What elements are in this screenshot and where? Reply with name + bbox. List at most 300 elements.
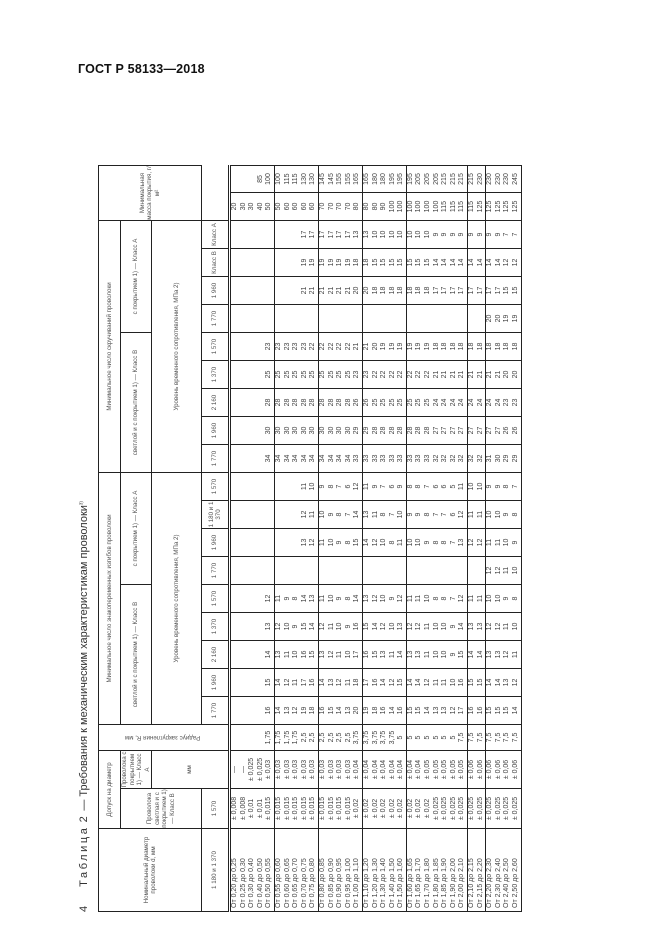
bends-class-a-cell-value: 11	[476, 510, 484, 519]
tolerance-class-b-cell-value: ± 0,025	[449, 796, 457, 821]
twists-class-a-cell-value: 9	[486, 232, 494, 237]
twists-class-a-cell-value	[433, 305, 442, 332]
twists-class-b-cell-value	[248, 361, 257, 388]
coating-mass-class-a-cell-value: 130	[309, 173, 317, 185]
twists-class-a-cell-value: 12	[503, 258, 511, 267]
bends-class-b-cell-value	[240, 669, 249, 696]
bends-class-a-cell-value	[372, 557, 381, 584]
twists-class-b-cell-value: 18	[432, 342, 440, 351]
bends-class-b-cell-value: 15	[309, 650, 317, 659]
tolerance-class-b-cell	[362, 789, 406, 829]
bend-radius-cell-value: 7,5	[503, 732, 511, 743]
twists-class-a-cell	[230, 221, 275, 249]
tolerance-class-a-cell-value: ± 0,03	[344, 759, 352, 780]
diameter-cell	[486, 829, 521, 912]
bends-class-b-cell-value: 14	[274, 706, 282, 715]
bends-class-b-cell	[318, 669, 362, 697]
bends-class-b-cell-value: 16	[362, 650, 370, 659]
tolerance-class-b-cell-value: ± 0,025	[512, 796, 519, 821]
twists-class-a-cell	[318, 277, 362, 305]
tolerance-class-b-cell-value: ± 0,015	[300, 796, 308, 821]
tolerance-class-a-cell-value: ± 0,04	[388, 759, 396, 780]
bends-class-b-cell-value	[257, 697, 266, 724]
bends-class-b-cell-value: 8	[292, 596, 300, 601]
bends-class-b-cell-value: 11	[292, 678, 300, 687]
twists-class-b-cell-value: 23	[512, 398, 519, 407]
twists-class-b-cell-value: 18	[486, 342, 494, 351]
diameter-cell-value: От 2,20 до 2,30	[486, 858, 494, 908]
twists-class-a-cell-value	[363, 305, 372, 332]
twists-class-a-cell	[318, 249, 362, 277]
coating-mass-class-a-cell	[362, 166, 406, 193]
twists-class-b-cell-value: 21	[494, 370, 502, 379]
twists-class-a-cell-value: 17	[336, 230, 344, 239]
bends-class-b-cell-value: 12	[503, 650, 511, 659]
bend-radius-cell-value: 7,5	[512, 732, 519, 743]
coating-mass-class-b-cell-value: 100	[397, 200, 405, 213]
twists-class-b-cell	[230, 445, 275, 473]
twists-class-b-cell-value: 21	[458, 370, 466, 379]
twists-class-b-cell-value: 28	[292, 398, 300, 407]
bends-class-a-cell-value: 11	[309, 510, 317, 519]
bends-class-b-cell-value: 19	[362, 706, 370, 715]
bends-class-a-cell-value: 10	[503, 538, 511, 547]
bends-class-a-cell	[468, 529, 486, 557]
twists-class-a-cell	[468, 221, 486, 249]
twists-class-b-cell-value: 22	[371, 370, 379, 379]
bends-class-a-cell	[486, 557, 521, 585]
coating-mass-class-b-cell-value: 70	[318, 202, 326, 211]
bends-class-a-cell-value	[284, 473, 293, 500]
tolerance-class-b-cell-value: ± 0,015	[336, 796, 344, 821]
tolerance-class-a-cell-value: ± 0,03	[318, 759, 326, 780]
twists-class-b-cell-value: 26	[512, 426, 519, 435]
bends-class-b-cell-value: 15	[362, 622, 370, 631]
bends-class-a-cell-value	[292, 529, 301, 556]
header-nominal-diameter: Номинальный диаметр проволоки d, мм	[99, 829, 202, 912]
coating-mass-class-a-cell-value: 100	[274, 173, 282, 185]
twists-class-a-cell-value: 17	[441, 286, 449, 295]
twists-class-a-cell-value	[458, 305, 467, 332]
tolerance-class-b-cell-value: ± 0,008	[231, 796, 238, 821]
bend-radius-cell-value: 5	[406, 735, 414, 740]
bends-class-a-cell	[486, 501, 521, 529]
twists-class-b-cell-value: 25	[424, 398, 432, 407]
tolerance-class-b-cell-value: ± 0,015	[274, 796, 282, 821]
twists-class-a-cell-value	[248, 221, 257, 248]
bends-class-b-cell-value: 16	[353, 622, 361, 631]
twists-class-b-cell-value: 29	[503, 454, 511, 463]
tolerance-class-b-cell-value: ± 0,008	[239, 796, 247, 821]
coating-mass-class-a-cell-value: 155	[336, 173, 344, 185]
twists-class-a-cell-value: 15	[503, 286, 511, 295]
bends-class-b-cell-value: 12	[388, 678, 396, 687]
coating-mass-class-a-cell-value: 180	[380, 173, 388, 185]
twists-class-b-cell	[318, 389, 362, 417]
bends-class-b-cell	[468, 697, 486, 725]
twists-class-b-cell	[362, 417, 406, 445]
bends-class-b-cell-value: 13	[327, 678, 335, 687]
tolerance-class-a-cell-value: ± 0,03	[300, 759, 308, 780]
tolerance-class-a-cell-value: ± 0,03	[274, 759, 282, 780]
twists-class-b-cell-value: 30	[283, 426, 291, 435]
bends-class-b-cell	[486, 641, 521, 669]
bends-class-b-cell-value: 14	[512, 706, 519, 715]
bends-class-a-cell-value	[248, 501, 257, 528]
twists-class-a-cell-value: 18	[415, 286, 423, 295]
bends-class-a-cell-value	[240, 529, 249, 556]
bend-radius-cell	[362, 725, 406, 751]
bends-class-b-cell-value: 15	[486, 706, 494, 715]
twists-class-a-cell	[362, 249, 406, 277]
diameter-cell-value: От 1,00 до 1,10	[353, 858, 361, 908]
bends-class-b-cell	[274, 613, 318, 641]
bends-class-b-cell-value	[231, 585, 240, 612]
bends-class-a-cell-value: 6	[344, 484, 352, 489]
bends-class-b-cell-value: 15	[371, 650, 379, 659]
twists-class-b-cell-value: 29	[353, 426, 361, 435]
twists-class-a-cell-value: 10	[415, 230, 423, 239]
bends-class-b-cell-value: 18	[371, 706, 379, 715]
twists-class-a-cell-value: 19	[336, 258, 344, 267]
bends-class-a-cell-value: 7	[512, 484, 519, 489]
twists-class-b-cell-value: 28	[406, 426, 414, 435]
twists-class-a-cell-value	[240, 221, 249, 248]
bends-class-b-cell-value: 14	[476, 650, 484, 659]
bend-radius-cell-value: 3,75	[380, 730, 388, 745]
diameter-cell-value: От 0,25 до 0,30	[239, 858, 247, 908]
twists-class-a-cell	[230, 249, 275, 277]
table-caption	[78, 501, 90, 912]
twists-class-b-cell-value: 27	[441, 426, 449, 435]
bends-class-b-cell-value: 11	[512, 650, 519, 659]
bends-class-a-cell-value: 13	[300, 538, 308, 547]
diameter-cell-value: От 1,50 до 1,60	[397, 858, 405, 908]
twists-class-a-cell	[406, 305, 467, 333]
twists-class-a-cell-value: 10	[388, 230, 396, 239]
bend-radius-cell	[230, 725, 275, 751]
coating-mass-class-a-cell-value: 215	[468, 173, 476, 185]
tolerance-class-a-cell-value: ± 0,06	[476, 759, 484, 780]
document-header: ГОСТ Р 58133—2018	[78, 62, 205, 76]
bend-radius-cell-value: 7,5	[494, 732, 502, 743]
bends-class-a-cell	[406, 501, 467, 529]
bends-class-b-cell-value: 9	[449, 624, 457, 629]
twists-class-a-cell-value: 14	[476, 258, 484, 267]
tolerance-class-a-cell-value: ± 0,04	[415, 759, 423, 780]
twists-class-b-cell-value	[231, 445, 240, 472]
bends-class-b-cell-value: 13	[274, 650, 282, 659]
bends-class-b-cell-value: 9	[292, 624, 300, 629]
bends-class-b-cell	[230, 641, 275, 669]
bends-class-b-cell-value: 10	[449, 678, 457, 687]
coating-mass-class-a-cell-value: 115	[283, 173, 291, 185]
bends-strength-a-3: 1 960	[202, 529, 230, 557]
bends-class-b-cell-value: 13	[283, 706, 291, 715]
coating-mass-class-a-cell-value: 145	[327, 173, 335, 185]
bends-class-b-cell-value: 16	[318, 706, 326, 715]
twists-class-a-cell-value: 21	[318, 286, 326, 295]
bends-class-a-cell	[406, 473, 467, 501]
bends-class-b-cell-value: 12	[283, 678, 291, 687]
twists-class-a-cell-value: 12	[512, 258, 519, 267]
bends-class-b-cell-value: 15	[458, 650, 466, 659]
tolerance-class-a-cell-value: ± 0,03	[265, 759, 273, 780]
rotated-table-block	[78, 77, 638, 912]
caption-title: — Требования к механическим характеристикам проволоки	[78, 505, 90, 811]
bends-class-b-cell-value: 17	[300, 678, 308, 687]
tolerance-class-a-cell-value: ± 0,04	[397, 759, 405, 780]
bends-class-b-cell-value: 14	[380, 678, 388, 687]
bends-class-b-cell-value	[231, 669, 240, 696]
bends-class-b-cell-value: 9	[344, 624, 352, 629]
twists-class-b-cell	[486, 361, 521, 389]
twists-class-b-cell-value: 20	[512, 370, 519, 379]
twists-class-b-cell	[486, 445, 521, 473]
tolerance-class-b-cell-value: ± 0,02	[406, 798, 414, 819]
bends-class-b-cell-value: 11	[424, 622, 432, 631]
bends-class-b-cell-value: 13	[486, 650, 494, 659]
bends-class-a-cell-value: 10	[476, 482, 484, 491]
twists-class-b-cell-value	[257, 389, 266, 416]
coating-mass-class-a-cell-value: 195	[388, 173, 396, 185]
twists-class-b-cell-value: 33	[353, 454, 361, 463]
bend-radius-cell	[318, 725, 362, 751]
bends-class-a-cell-value: 8	[415, 484, 423, 489]
bends-class-b-cell-value	[240, 641, 249, 668]
caption-footnote-ref: 3)	[78, 501, 84, 506]
twists-class-b-cell-value: 33	[406, 454, 414, 463]
twists-class-b-cell-value: 25	[309, 370, 317, 379]
tolerance-class-a-cell-value: ± 0,03	[283, 759, 291, 780]
diameter-cell	[274, 829, 318, 912]
twists-class-b-cell-value: 30	[494, 454, 502, 463]
twists-class-b-cell-value: 29	[512, 454, 519, 463]
twists-class-b-cell-value: 20	[503, 370, 511, 379]
twists-class-b-cell-value: 25	[274, 370, 282, 379]
bends-class-a-cell-value: 11	[494, 538, 502, 547]
twists-class-a-cell-value: 21	[344, 286, 352, 295]
coating-mass-class-b-cell-value: 100	[432, 200, 440, 213]
twists-class-a-cell-value	[345, 305, 354, 332]
coating-mass-class-b-cell	[468, 193, 486, 221]
bends-class-a-cell-value: 7	[441, 512, 449, 517]
bends-class-b-cell-value: 8	[344, 596, 352, 601]
twists-class-a-cell-value: 10	[406, 230, 414, 239]
bends-strength-b-4: 2 160	[202, 641, 230, 669]
tolerance-class-a-cell-value: ± 0,04	[380, 759, 388, 780]
twists-class-b-cell-value: 22	[336, 342, 344, 351]
bends-class-b-cell-value: 12	[292, 706, 300, 715]
bends-class-b-cell-value: 10	[512, 622, 519, 631]
bends-class-b-cell-value: 8	[512, 596, 519, 601]
bends-class-a-cell-value: 11	[318, 538, 326, 547]
coating-mass-class-b-cell-value: 80	[362, 202, 370, 211]
bends-class-b-cell-value: 13	[432, 706, 440, 715]
twists-class-a-cell	[486, 221, 521, 249]
twists-class-a-cell	[318, 305, 362, 333]
coating-mass-class-b-cell-value: 125	[486, 200, 494, 213]
twists-class-b-cell-value: 25	[265, 370, 273, 379]
bends-class-b-cell	[318, 697, 362, 725]
twists-class-b-cell-value: 27	[432, 426, 440, 435]
coating-mass-class-b-cell-value: 60	[300, 202, 308, 211]
bends-class-a-cell-value	[328, 557, 337, 584]
bends-class-b-cell	[468, 669, 486, 697]
twists-class-a-cell-value: 18	[362, 258, 370, 267]
coating-mass-class-b-cell-value: 50	[265, 202, 273, 211]
header-bends-class-b: светлой и с покрытием 1) — Класс В	[121, 585, 152, 725]
tolerance-class-a-cell	[468, 751, 486, 789]
tolerance-class-b-cell	[468, 789, 486, 829]
twists-class-a-cell-value	[407, 305, 416, 332]
twists-class-b-cell	[274, 445, 318, 473]
bends-class-a-cell-value: 8	[503, 484, 511, 489]
twists-class-b-cell-value: 22	[424, 370, 432, 379]
bends-class-a-cell-value: 10	[380, 538, 388, 547]
twists-class-b-cell-value: 33	[380, 454, 388, 463]
tolerance-class-a-cell-value: ± 0,025	[256, 757, 264, 782]
diameter-cell-value: От 1,20 до 1,30	[371, 858, 379, 908]
twists-class-a-cell-value	[477, 305, 486, 332]
bends-class-b-cell	[274, 669, 318, 697]
coating-mass-class-a-cell-value: 230	[486, 173, 494, 185]
bend-radius-cell-value: 1,75	[274, 730, 282, 745]
twists-class-b-cell-value: 28	[388, 426, 396, 435]
twists-class-b-cell-value: 25	[344, 370, 352, 379]
tolerance-class-b-cell	[486, 789, 521, 829]
twists-class-b-cell-value	[240, 333, 249, 360]
twists-class-b-cell-value: 28	[283, 398, 291, 407]
bends-class-a-cell-value: 7	[380, 484, 388, 489]
tolerance-class-b-cell-value: ± 0,025	[432, 796, 440, 821]
diameter-cell-value: От 1,70 до 1,80	[424, 858, 432, 908]
bends-class-a-cell-value	[275, 529, 284, 556]
bend-radius-cell-value: 7,5	[468, 732, 476, 743]
twists-class-a-cell-value	[468, 305, 477, 332]
bends-class-a-cell-value: 12	[300, 510, 308, 519]
bends-class-b-cell-value: 16	[371, 678, 379, 687]
twists-class-b-cell-value: 22	[318, 342, 326, 351]
twists-class-b-cell-value: 25	[388, 398, 396, 407]
bends-class-a-cell-value	[231, 529, 240, 556]
bends-class-a-cell-value	[319, 557, 328, 584]
coating-mass-class-b-cell	[274, 193, 318, 221]
bends-class-a-cell-value: 8	[344, 540, 352, 545]
diameter-cell-value: От 0,75 до 0,80	[309, 858, 317, 908]
twists-class-b-cell-value: 27	[486, 426, 494, 435]
table-row-group	[406, 166, 467, 912]
twists-class-b-cell-value: 34	[283, 454, 291, 463]
twists-class-b-cell-value	[248, 389, 257, 416]
tolerance-class-b-cell-value: ± 0,015	[344, 796, 352, 821]
twists-class-a-cell-value: 10	[380, 230, 388, 239]
bends-class-a-cell	[230, 473, 275, 501]
bends-class-a-cell-value	[265, 529, 274, 556]
twists-class-b-cell-value: 22	[309, 342, 317, 351]
twists-class-b-cell-value: 19	[388, 342, 396, 351]
bends-class-a-cell-value: 9	[424, 540, 432, 545]
twists-class-a-cell-value	[292, 305, 301, 332]
tolerance-class-b-cell-value: ± 0,02	[353, 798, 361, 819]
twists-class-b-cell-value: 25	[336, 370, 344, 379]
coating-mass-class-a-cell-value: 205	[415, 173, 423, 185]
bends-class-a-cell	[318, 473, 362, 501]
tolerance-class-a-cell	[362, 751, 406, 789]
twists-class-b-cell-value: 27	[458, 426, 466, 435]
coating-mass-class-a-cell-value: 245	[512, 173, 519, 185]
bends-class-b-cell-value: 13	[476, 622, 484, 631]
tolerance-class-a-cell-value: ± 0,06	[503, 759, 511, 780]
tolerance-class-a-cell-value: ± 0,04	[353, 759, 361, 780]
diameter-cell	[468, 829, 486, 912]
bends-strength-a-0: 1 370	[202, 613, 230, 641]
twists-class-b-cell-value: 23	[283, 342, 291, 351]
bends-class-b-cell-value: 15	[415, 706, 423, 715]
tolerance-class-b-cell-value: ± 0,015	[283, 796, 291, 821]
coating-mass-class-a-cell-value: 155	[344, 173, 352, 185]
bends-class-b-cell-value: 13	[468, 622, 476, 631]
caption-number: 2	[78, 813, 90, 823]
bends-class-a-cell-value: 11	[468, 510, 476, 519]
diameter-cell-value: От 2,15 до 2,20	[476, 858, 484, 908]
twists-class-a-cell	[362, 277, 406, 305]
caption-prefix: Таблица	[78, 825, 90, 887]
mechanical-requirements-table	[98, 165, 522, 912]
twists-class-b-cell-value: 27	[468, 426, 476, 435]
bends-class-b-cell-value: 11	[318, 594, 326, 603]
bends-strength-b-1: 1 570	[202, 789, 230, 829]
twists-class-a-cell-value	[441, 305, 450, 332]
diameter-cell-value: От 2,10 до 2,15	[468, 858, 476, 908]
twists-class-b-cell-value: 28	[336, 398, 344, 407]
bends-class-b-cell-value: 11	[327, 622, 335, 631]
bend-radius-cell-value: 2,5	[327, 732, 335, 743]
bends-class-b-cell	[406, 641, 467, 669]
header-twists: Минимальное число скручиваний проволоки	[99, 221, 121, 473]
twists-class-b-cell	[406, 417, 467, 445]
bends-class-b-cell	[318, 641, 362, 669]
coating-mass-class-a-cell-value: 145	[318, 173, 326, 185]
twists-class-b-cell	[274, 361, 318, 389]
twists-class-b-cell-value: 26	[503, 426, 511, 435]
bends-class-a-cell-value	[265, 473, 274, 500]
tolerance-class-b-cell-value: ± 0,025	[468, 796, 476, 821]
coating-mass-class-a-cell-value: 205	[432, 173, 440, 185]
twists-class-a-cell-value	[380, 305, 389, 332]
coating-mass-class-a-cell-value: 215	[449, 173, 457, 185]
tolerance-class-a-cell-value: ± 0,06	[486, 759, 494, 780]
bends-class-a-cell-value	[301, 557, 310, 584]
bends-class-b-cell	[468, 613, 486, 641]
bends-class-b-cell-value: 11	[476, 594, 484, 603]
diameter-cell-value: От 0,95 до 1,00	[344, 858, 352, 908]
twists-class-b-cell-value: 18	[503, 342, 511, 351]
bends-class-b-cell	[406, 585, 467, 613]
diameter-cell-value: От 2,40 до 2,50	[503, 858, 511, 908]
twists-class-a-cell-value: 19	[300, 258, 308, 267]
bends-class-a-cell-value: 12	[309, 538, 317, 547]
twists-class-a-cell-value: 17	[449, 286, 457, 295]
bends-class-a-cell-value: 13	[458, 538, 466, 547]
header-bend-radius: Радиус закругления R, мм	[99, 725, 230, 751]
twists-class-a-cell-value: 9	[449, 232, 457, 237]
bends-class-a-cell-value	[240, 557, 249, 584]
twists-class-b-cell-value: 28	[371, 426, 379, 435]
bends-class-b-cell-value: 12	[371, 594, 379, 603]
twists-class-a-cell-value	[257, 221, 266, 248]
twists-class-b-cell	[362, 445, 406, 473]
